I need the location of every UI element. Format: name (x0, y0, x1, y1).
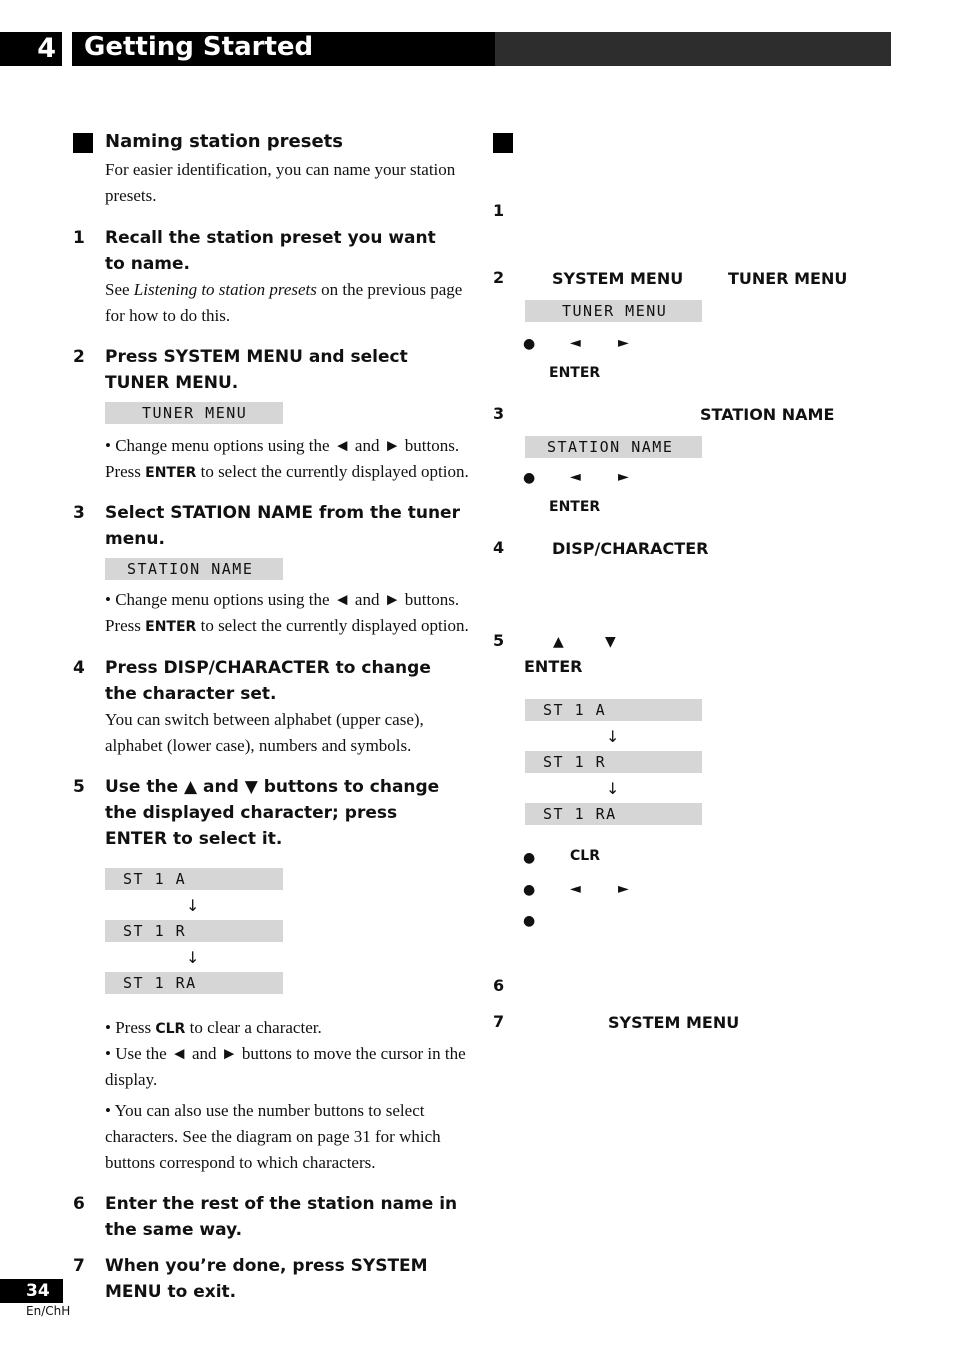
header-bar-right (495, 32, 891, 66)
step-title: Use the ▲ and ▼ buttons to change the displayed character; press ENTER to select it. (105, 777, 440, 849)
left-triangle-icon: ◄ (570, 335, 581, 351)
display-readout: ST 1 R (105, 920, 283, 942)
language-code: En/ChH (26, 1304, 71, 1318)
display-readout: ST 1 A (525, 699, 702, 721)
right-triangle-icon: ► (618, 469, 629, 485)
keyword-label: DISP/CHARACTER (552, 539, 709, 558)
chapter-number-box (0, 32, 62, 66)
display-readout: ST 1 R (525, 751, 702, 773)
display-readout: TUNER MENU (105, 402, 283, 424)
step-title: Enter the rest of the station name in the same way. (105, 1194, 458, 1240)
keyword-label: ENTER (549, 499, 601, 515)
bullet-icon: ● (523, 882, 536, 898)
step-number: 4 (493, 538, 505, 557)
bullet-icon: ● (523, 336, 536, 352)
down-arrow-icon: ↓ (186, 896, 200, 915)
step-number: 3 (493, 404, 505, 423)
page-number-box (0, 1279, 63, 1303)
right-triangle-icon: ► (618, 335, 629, 351)
step-number: 6 (73, 1194, 85, 1214)
step-title: Select STATION NAME from the tuner menu. (105, 503, 460, 549)
display-readout: ST 1 RA (105, 972, 283, 994)
right-triangle-icon: ► (618, 881, 629, 897)
section-marker-icon (73, 133, 93, 153)
bullet-icon: ● (523, 913, 536, 929)
step-number: 5 (493, 631, 505, 650)
step-title: Recall the station preset you want to name. (105, 228, 436, 274)
step-title: Press SYSTEM MENU and select TUNER MENU. (105, 347, 408, 393)
down-arrow-icon: ↓ (186, 948, 200, 967)
page-number: 34 (26, 1281, 50, 1301)
section-intro: For easier identification, you can name your station presets. (105, 160, 456, 205)
keyword-label: ENTER (549, 365, 601, 381)
display-readout: TUNER MENU (525, 300, 702, 322)
step-bullet: • Change menu options using the ◄ and ► buttons. Press ENTER to select the currently displayed option. (105, 436, 469, 481)
step-number: 7 (493, 1012, 505, 1031)
left-triangle-icon: ◄ (570, 469, 581, 485)
bullet-icon: ● (523, 850, 536, 866)
step-number: 1 (73, 228, 85, 248)
section-marker-icon (493, 133, 513, 153)
chapter-title-bar (72, 32, 495, 66)
display-readout: STATION NAME (105, 558, 283, 580)
step-number: 7 (73, 1256, 85, 1276)
step-body: You can switch between alphabet (upper case), alphabet (lower case), numbers and symbols. (105, 710, 424, 755)
keyword-label: ENTER (524, 657, 583, 676)
display-readout: ST 1 A (105, 868, 283, 890)
step-title: When you’re done, press SYSTEM MENU to exit. (105, 1256, 428, 1302)
keyword-label: CLR (570, 848, 600, 864)
step-bullet: • Use the ◄ and ► buttons to move the cursor in the display. (105, 1044, 466, 1089)
step-number: 5 (73, 777, 85, 797)
down-arrow-icon: ↓ (606, 727, 620, 746)
up-triangle-icon: ▲ (553, 634, 564, 650)
chapter-number: 4 (37, 33, 56, 64)
keyword-label: TUNER MENU (728, 269, 848, 288)
keyword-label: SYSTEM MENU (608, 1013, 740, 1032)
chapter-title: Getting Started (84, 32, 314, 62)
down-arrow-icon: ↓ (606, 779, 620, 798)
step-number: 6 (493, 976, 505, 995)
step-title: Press DISP/CHARACTER to change the character set. (105, 658, 431, 704)
step-number: 3 (73, 503, 85, 523)
down-triangle-icon: ▼ (605, 634, 616, 650)
left-triangle-icon: ◄ (570, 881, 581, 897)
keyword-label: STATION NAME (700, 405, 835, 424)
step-number: 2 (73, 347, 85, 367)
step-body: See Listening to station presets on the previous page for how to do this. (105, 280, 463, 325)
display-readout: ST 1 RA (525, 803, 702, 825)
section-title: Naming station presets (105, 131, 343, 152)
step-number: 2 (493, 268, 505, 287)
keyword-label: SYSTEM MENU (552, 269, 684, 288)
bullet-icon: ● (523, 470, 536, 486)
display-readout: STATION NAME (525, 436, 702, 458)
step-bullet: • You can also use the number buttons to select characters. See the diagram on page 31 for which buttons correspond to which characters. (105, 1101, 441, 1172)
step-bullet: • Change menu options using the ◄ and ► buttons. Press ENTER to select the currently displayed option. (105, 590, 469, 635)
step-number: 1 (493, 201, 505, 220)
step-number: 4 (73, 658, 85, 678)
step-bullet: • Press CLR to clear a character. (105, 1018, 322, 1037)
